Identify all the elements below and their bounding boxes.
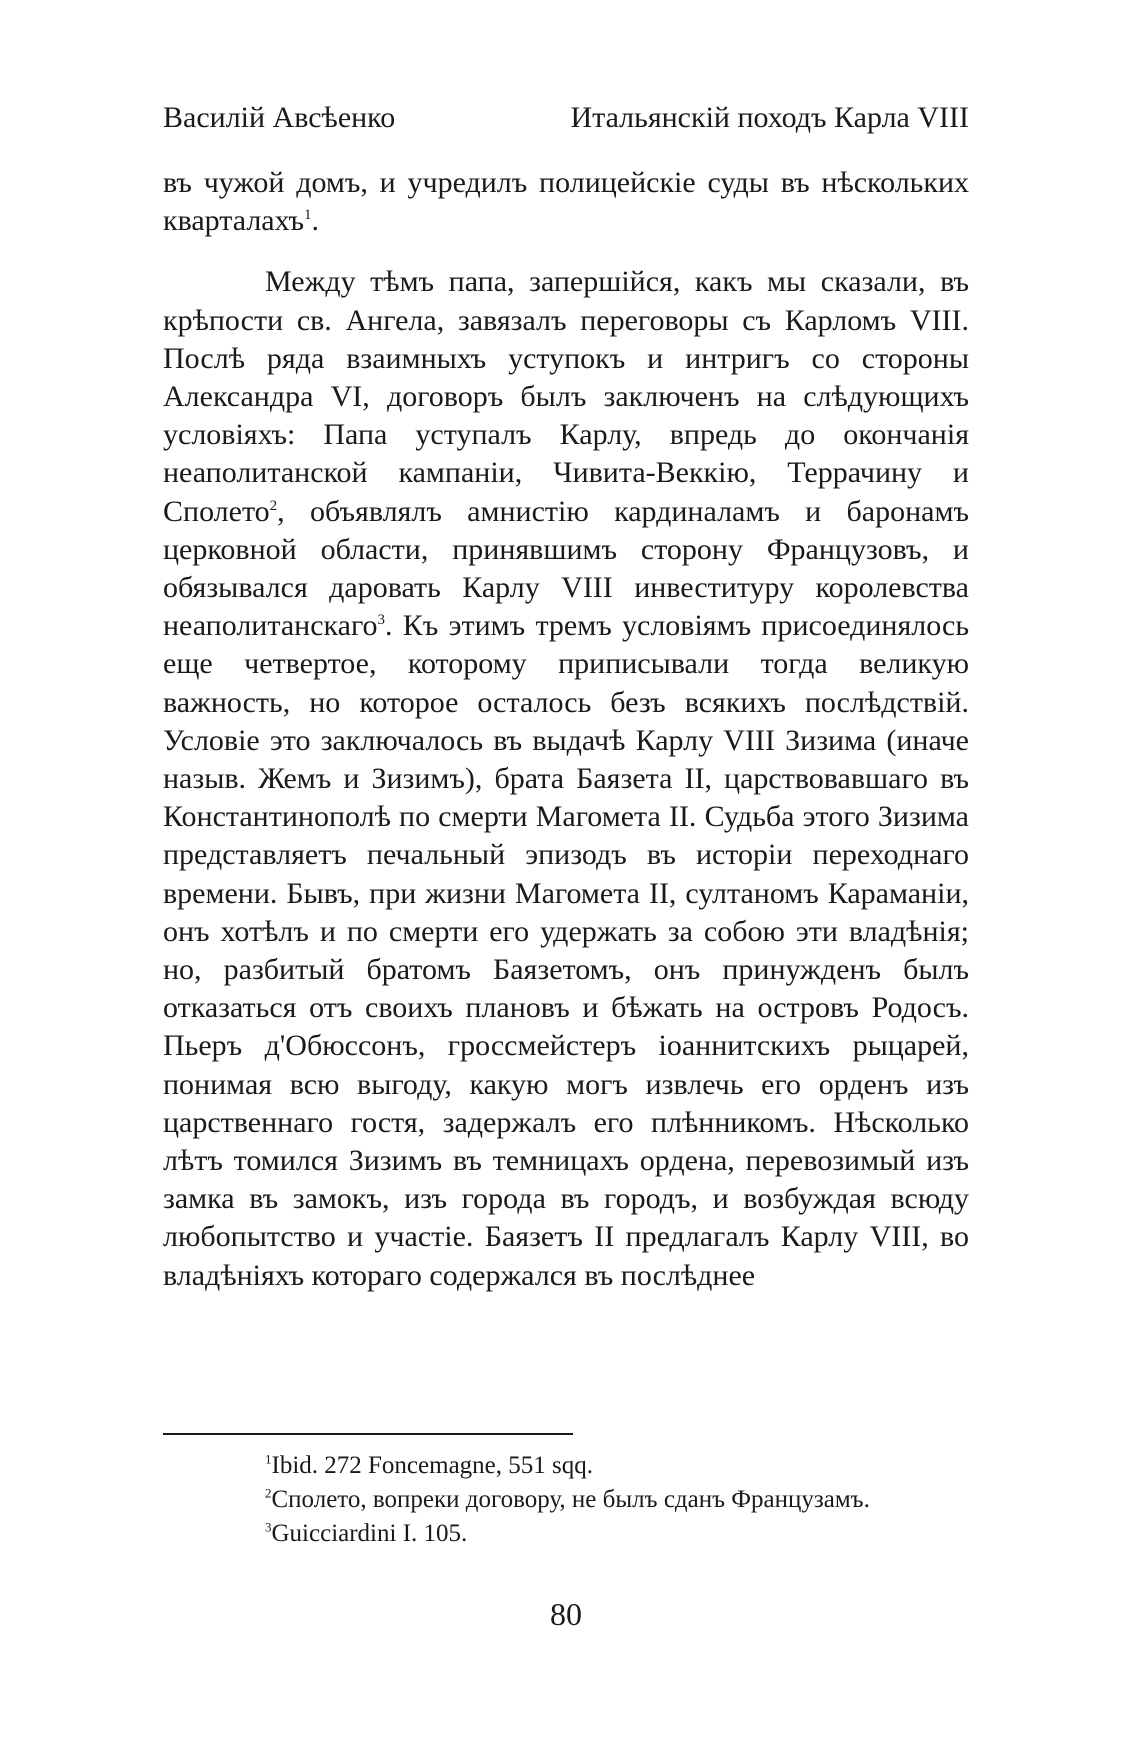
footnote-ref-3[interactable]: 3 (377, 612, 385, 629)
footnote-ref-1[interactable]: 1 (303, 207, 312, 224)
footnote-ref-2[interactable]: 2 (269, 497, 278, 514)
page-number: 80 (550, 1596, 582, 1632)
footnote-2-text: Сполето, вопреки договору, не былъ сданъ Французамъ. (271, 1486, 870, 1513)
paragraph-1-text: въ чужой домъ, и учредилъ полицейскіе суды въ нѣскольких кварталахъ (163, 166, 969, 238)
header-author: Василій Авсѣенко (163, 101, 396, 134)
footnote-3 (163, 1517, 969, 1551)
paragraph-2-part-2: , объявлялъ амнистію кардиналамъ и баронамъ церковной области, принявшимъ сторону Французовъ, и обязывался даровать Карлу VIII инвеституру королевства неаполитанскаго (163, 494, 969, 643)
main-text (163, 164, 969, 1295)
footnote-divider (163, 1433, 573, 1435)
paragraph-2-part-3: . Къ этимъ тремъ условіямъ присоединялось еще четвертое, которому приписывали тогда великую важность, но которое осталось безъ всякихъ послѣдствій. Условіе это заключалось въ выдачѣ Карлу VIII Зизима (иначе назыв. Жемъ и Зизимъ), брата Баязета II, царствовавшаго въ Константинополѣ по смерти Магомета II. Судьба этого Зизима представляетъ печальный эпизодъ въ исторіи переходнаго времени. Бывъ, при жизни Магомета II, султаномъ Караманіи, онъ хотѣлъ и по смерти его удержать за собою эти владѣнія; но, разбитый братомъ Баязетомъ, онъ принужденъ былъ отказаться отъ своихъ плановъ и бѣжать на островъ Родосъ. Пьеръ д'Обюссонъ, гроссмейстеръ іоаннитскихъ рыцарей, понимая всю выгоду, какую могъ извлечь его орденъ изъ царственнаго гостя, задержалъ его плѣнникомъ. Нѣсколько лѣтъ томился Зизимъ въ темницахъ ордена, перевозимый изъ замка въ замокъ, изъ города въ городъ, и возбуждая всюду любопытство и участіе. Баязетъ II предлагалъ Карлу VIII, во владѣніяхъ котораго содержался въ послѣднее (163, 609, 969, 1292)
paragraph-2-part-1: Между тѣмъ папа, запершійся, какъ мы сказали, въ крѣпости св. Ангела, завязалъ переговоры съ Карломъ VIII. Послѣ ряда взаимныхъ уступокъ и интригъ со стороны Александра VI, договоръ былъ заключенъ на слѣдующихъ условіяхъ: Папа уступалъ Карлу, впредь до окончанія неаполитанской кампаніи, Чивита-Веккію, Террачину и Сполето (163, 265, 969, 528)
footnote-3-text: Guicciardini I. 105. (271, 1520, 468, 1547)
footnote-3-number: 3 (265, 1519, 272, 1535)
footnotes (163, 1449, 969, 1551)
footnote-2 (163, 1483, 969, 1517)
footnote-1-number: 1 (265, 1451, 272, 1467)
header-title: Итальянскій походъ Карла VIII (570, 101, 969, 134)
paragraph-main (163, 263, 969, 1294)
footnote-1-text: Ibid. 272 Foncemagne, 551 sqq. (271, 1452, 593, 1479)
running-header (163, 98, 969, 138)
paragraph-1-tail: . (311, 204, 319, 238)
book-page (163, 0, 969, 1761)
footnote-2-number: 2 (265, 1485, 272, 1501)
paragraph-continuation (163, 164, 969, 240)
footnote-1 (163, 1449, 969, 1483)
